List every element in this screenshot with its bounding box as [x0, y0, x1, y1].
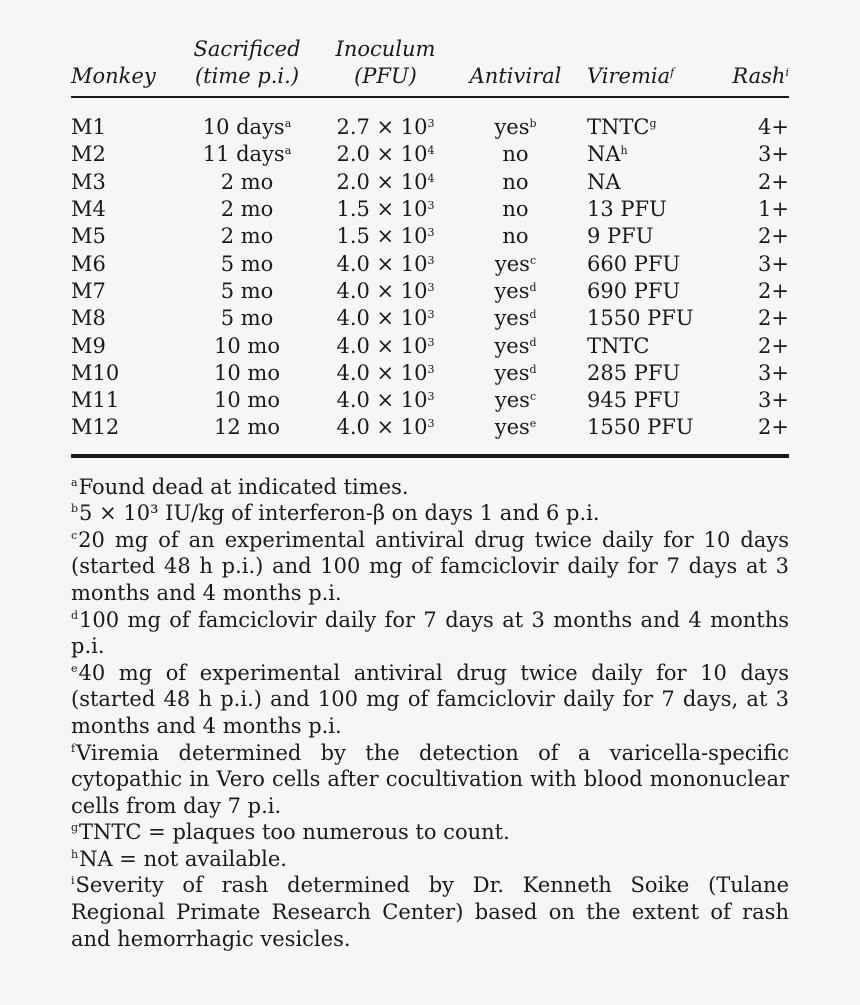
- cell-monkey: M6: [71, 251, 106, 276]
- header-viremia: Viremia$^f$: [587, 64, 675, 88]
- footnote: $^h$NA = not available.: [71, 846, 287, 871]
- cell-monkey: M10: [71, 360, 120, 385]
- cell-sacrificed: 10 mo: [214, 388, 280, 413]
- cell-sacrificed: 2 mo: [220, 169, 274, 194]
- table-row: [71, 332, 789, 359]
- header-row: [71, 36, 789, 97]
- cell-viremia: 1550 PFU: [587, 306, 694, 331]
- table-row: [71, 250, 789, 277]
- header-sacrificed: Sacrificed (time p.i.): [193, 37, 301, 88]
- cell-rash: 2+: [758, 224, 789, 249]
- header-inoculum: Inoculum (PFU): [335, 37, 436, 88]
- footnote: $^a$Found dead at indicated times.: [71, 474, 409, 499]
- cell-inoculum: $2.0 \times 10^4$: [336, 169, 435, 194]
- cell-monkey: M5: [71, 224, 106, 249]
- cell-monkey: M4: [71, 197, 106, 222]
- cell-sacrificed: 2 mo: [220, 197, 274, 222]
- table-bottom-rule: [71, 454, 789, 458]
- cell-inoculum: $4.0 \times 10^3$: [336, 415, 435, 440]
- table-row: [71, 169, 789, 196]
- cell-monkey: M9: [71, 333, 106, 358]
- footnote: $^e$40 mg of experimental antiviral drug twice daily for 10 days (started 48 h p.i.) and 100 mg of famciclovir daily for 7 days, at 3 months and 4 months p.i.: [71, 660, 789, 738]
- cell-sacrificed: 5 mo: [220, 278, 274, 303]
- cell-viremia: 945 PFU: [587, 388, 681, 413]
- cell-sacrificed: 5 mo: [220, 251, 274, 276]
- table-row: [71, 387, 789, 414]
- table-row: [71, 414, 789, 453]
- cell-rash: 2+: [758, 169, 789, 194]
- cell-viremia: 285 PFU: [587, 360, 681, 385]
- cell-viremia: $NA^h$: [587, 142, 628, 167]
- table-row: [71, 305, 789, 332]
- cell-antiviral: yes$^c$: [494, 251, 537, 276]
- cell-viremia: 690 PFU: [587, 278, 681, 303]
- cell-inoculum: $4.0 \times 10^3$: [336, 278, 435, 303]
- footnotes: [71, 474, 789, 953]
- cell-antiviral: yes$^d$: [494, 278, 537, 303]
- cell-sacrificed: 12 mo: [214, 415, 280, 440]
- cell-inoculum: $4.0 \times 10^3$: [336, 251, 435, 276]
- footnote: $^f$Viremia determined by the detection of a varicella-specific cytopathic in Vero cells after cocultivation with blood mononuclear cells from day 7 p.i.: [71, 740, 789, 818]
- cell-antiviral: yes$^d$: [494, 333, 537, 358]
- cell-rash: 2+: [758, 333, 789, 358]
- cell-viremia: 13 PFU: [587, 197, 667, 222]
- table-row: [71, 223, 789, 250]
- cell-rash: 3+: [758, 360, 789, 385]
- cell-viremia: 1550 PFU: [587, 415, 694, 440]
- monkey-table: [71, 36, 789, 454]
- cell-antiviral: yes$^d$: [494, 360, 537, 385]
- cell-inoculum: $4.0 \times 10^3$: [336, 306, 435, 331]
- cell-antiviral: yes$^b$: [494, 115, 537, 140]
- cell-viremia: 660 PFU: [587, 251, 681, 276]
- footnote: $^i$Severity of rash determined by Dr. Kenneth Soike (Tulane Regional Primate Research Center) based on the extent of rash and hemorrhagic vesicles.: [71, 873, 789, 951]
- cell-monkey: M7: [71, 278, 106, 303]
- cell-monkey: M8: [71, 306, 106, 331]
- cell-sacrificed: 10 mo: [214, 333, 280, 358]
- cell-rash: 2+: [758, 306, 789, 331]
- header-monkey: Monkey: [71, 64, 156, 88]
- cell-rash: 4+: [758, 115, 789, 140]
- cell-sacrificed: 2 mo: [220, 224, 274, 249]
- cell-monkey: M11: [71, 388, 120, 413]
- cell-monkey: M1: [71, 115, 106, 140]
- header-rash: Rash$^i$: [732, 64, 789, 88]
- footnote: $^b$5 × 10³ IU/kg of interferon-β on days 1 and 6 p.i.: [71, 501, 600, 526]
- cell-inoculum: $1.5 \times 10^3$: [336, 224, 435, 249]
- footnote: $^g$TNTC = plaques too numerous to count.: [71, 820, 510, 845]
- cell-inoculum: $2.0 \times 10^4$: [336, 142, 435, 167]
- cell-antiviral: yes$^c$: [494, 388, 537, 413]
- cell-antiviral: no: [502, 142, 529, 167]
- cell-inoculum: $4.0 \times 10^3$: [336, 333, 435, 358]
- table-row: [71, 278, 789, 305]
- cell-rash: 1+: [758, 197, 789, 222]
- cell-inoculum: $2.7 \times 10^3$: [336, 115, 435, 140]
- cell-inoculum: $4.0 \times 10^3$: [336, 360, 435, 385]
- cell-monkey: M3: [71, 169, 106, 194]
- table-row: [71, 360, 789, 387]
- cell-sacrificed: 10 mo: [214, 360, 280, 385]
- header-antiviral: Antiviral: [469, 64, 562, 88]
- footnote: $^c$20 mg of an experimental antiviral drug twice daily for 10 days (started 48 h p.i.) and 100 mg of famciclovir daily for 7 days at 3 months and 4 months p.i.: [71, 527, 789, 605]
- cell-rash: 3+: [758, 251, 789, 276]
- cell-rash: 3+: [758, 388, 789, 413]
- cell-sacrificed: 10 days$^a$: [202, 115, 292, 140]
- cell-viremia: 9 PFU: [587, 224, 654, 249]
- cell-rash: 2+: [758, 278, 789, 303]
- cell-antiviral: no: [502, 224, 529, 249]
- cell-antiviral: yes$^e$: [494, 415, 537, 440]
- cell-rash: 2+: [758, 415, 789, 440]
- cell-sacrificed: 11 days$^a$: [202, 142, 292, 167]
- cell-rash: 3+: [758, 142, 789, 167]
- cell-viremia: TNTC$^g$: [587, 115, 657, 140]
- cell-inoculum: $1.5 \times 10^3$: [336, 197, 435, 222]
- table-row: [71, 196, 789, 223]
- table-row: [71, 141, 789, 168]
- cell-viremia: NA: [587, 169, 621, 194]
- cell-monkey: M2: [71, 142, 106, 167]
- footnote: $^d$100 mg of famciclovir daily for 7 days at 3 months and 4 months p.i.: [71, 607, 789, 659]
- table-row: [71, 97, 789, 141]
- cell-viremia: TNTC: [587, 333, 650, 358]
- cell-monkey: M12: [71, 415, 120, 440]
- cell-antiviral: no: [502, 169, 529, 194]
- cell-inoculum: $4.0 \times 10^3$: [336, 388, 435, 413]
- cell-sacrificed: 5 mo: [220, 306, 274, 331]
- table-container: [71, 36, 789, 952]
- table-body: [71, 97, 789, 454]
- cell-antiviral: yes$^d$: [494, 306, 537, 331]
- cell-antiviral: no: [502, 197, 529, 222]
